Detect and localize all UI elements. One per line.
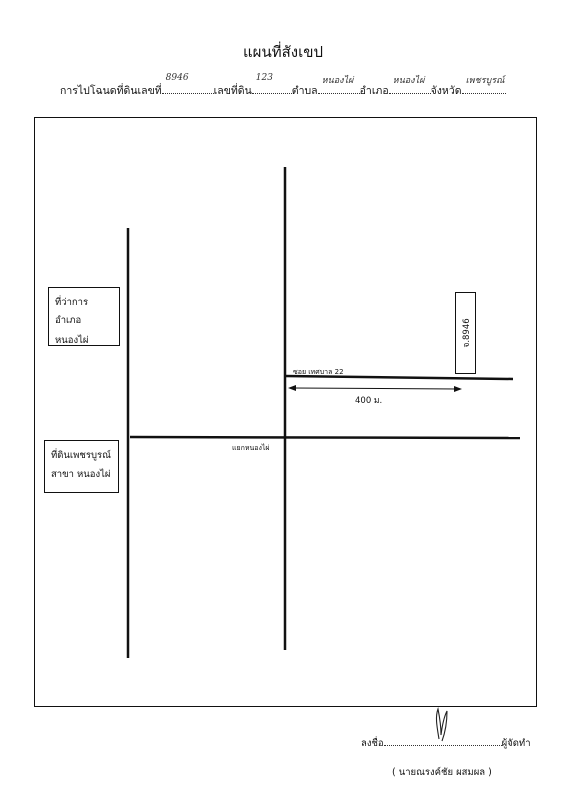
deed-label: การไปโฉนดที่ดินเลขที่ — [60, 85, 162, 97]
distance-arrow — [292, 388, 458, 389]
parcel-label: เลขที่ดิน — [213, 85, 252, 97]
district-value: หนองไผ่ — [392, 76, 425, 86]
sign-label: ลงชื่อ — [361, 738, 384, 749]
deed-value: 8946 — [165, 73, 189, 83]
signature-dots — [384, 735, 502, 746]
soi-label: ซอย เทศบาล 22 — [293, 368, 344, 376]
landmark-land-office — [44, 440, 119, 493]
landmark-district-office-line2: หนองไผ่ — [55, 335, 89, 346]
signer-name: ( นายณรงค์ชัย ผสมผล ) — [392, 767, 492, 778]
distance-label: 400 ม. — [355, 396, 383, 406]
signature-line — [361, 735, 531, 751]
landmark-district-office-line1: ที่ว่าการอำเภอ — [55, 297, 89, 326]
subdistrict-label: ตำบล — [291, 85, 318, 97]
landmark-district-office — [48, 287, 120, 346]
district-label: อำเภอ — [359, 85, 389, 97]
province-label: จังหวัด — [430, 85, 462, 97]
province-value: เพชรบูรณ์ — [465, 76, 505, 86]
role-label: ผู้จัดทำ — [501, 738, 531, 749]
landmark-land-office-line1: ที่ดินเพชรบูรณ์ — [51, 450, 111, 461]
junction-label: แยกหนองไผ่ — [232, 444, 270, 452]
landmark-land-office-line2: สาขา หนองไผ่ — [51, 469, 111, 480]
plot-label: จ.8946 — [461, 318, 472, 348]
plot-box — [455, 292, 476, 374]
arrow-head-left — [288, 385, 296, 391]
road-main-horizontal — [130, 437, 520, 438]
page-title: แผนที่สังเขป — [243, 43, 323, 61]
subdistrict-value: หนองไผ่ — [321, 76, 354, 86]
arrow-head-right — [454, 386, 462, 392]
parcel-value: 123 — [255, 73, 273, 83]
